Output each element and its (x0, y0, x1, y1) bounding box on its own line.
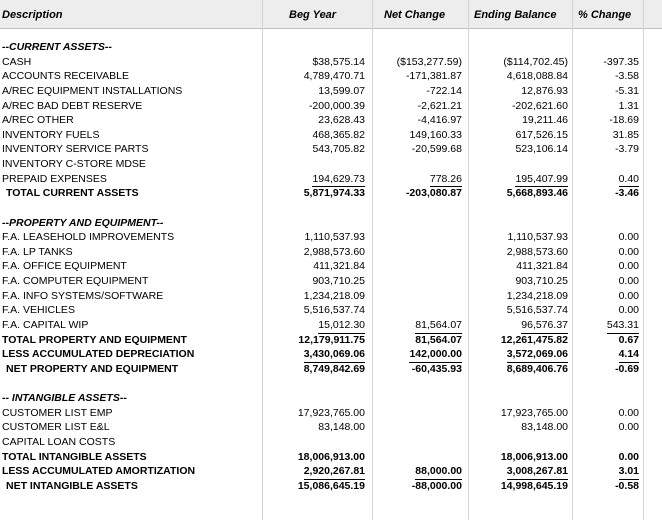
pct-change-cell[interactable]: 543.31 (607, 318, 639, 334)
pct-change-cell[interactable]: -0.58 (615, 479, 639, 492)
beg-year-cell[interactable]: 4,789,470.71 (303, 70, 365, 83)
ending-balance-cell[interactable]: 1,234,218.09 (506, 289, 568, 302)
table-row (0, 420, 662, 435)
beg-year-cell[interactable]: 2,920,267.81 (304, 464, 365, 480)
row-label[interactable]: LESS ACCUMULATED DEPRECIATION (2, 348, 195, 361)
row-label[interactable]: INVENTORY FUELS (2, 128, 100, 141)
table-row (0, 69, 662, 84)
net-change-cell[interactable]: -171,381.87 (405, 70, 462, 83)
pct-change-cell[interactable]: 0.00 (618, 231, 639, 244)
table-row (0, 216, 662, 231)
table-row (0, 113, 662, 128)
beg-year-cell[interactable]: 23,628.43 (318, 114, 365, 127)
ending-balance-cell[interactable]: 12,876.93 (521, 84, 568, 97)
beg-year-cell[interactable]: 194,629.73 (312, 172, 365, 188)
pct-change-cell[interactable]: 0.00 (618, 406, 639, 419)
row-label[interactable]: INVENTORY C-STORE MDSE (2, 158, 146, 171)
ending-balance-cell[interactable]: 83,148.00 (521, 421, 568, 434)
beg-year-cell[interactable]: 468,365.82 (312, 128, 365, 141)
net-change-cell[interactable]: -722.14 (426, 84, 462, 97)
pct-change-cell[interactable]: -0.69 (615, 362, 639, 375)
beg-year-cell[interactable]: 18,006,913.00 (297, 450, 365, 463)
row-label[interactable]: TOTAL INTANGIBLE ASSETS (2, 450, 147, 463)
net-change-cell[interactable]: -4,416.97 (417, 114, 462, 127)
table-row (0, 450, 662, 465)
table-row (0, 289, 662, 304)
pct-change-cell[interactable]: 1.31 (618, 99, 639, 112)
row-label[interactable]: A/REC OTHER (2, 114, 74, 127)
table-row (0, 362, 662, 377)
ending-balance-cell[interactable]: 18,006,913.00 (500, 450, 568, 463)
ending-balance-cell[interactable]: 1,110,537.93 (507, 231, 568, 244)
beg-year-cell[interactable]: 903,710.25 (312, 275, 365, 288)
ending-balance-cell[interactable]: 523,106.14 (515, 143, 568, 156)
table-row (0, 376, 662, 391)
beg-year-cell[interactable]: 3,430,069.06 (304, 347, 365, 363)
pct-change-cell[interactable]: 0.40 (619, 172, 639, 188)
beg-year-cell[interactable]: 543,705.82 (312, 143, 365, 156)
beg-year-cell[interactable]: 15,086,645.19 (297, 479, 365, 492)
beg-year-cell[interactable]: 83,148.00 (318, 421, 365, 434)
table-row (0, 406, 662, 421)
column-header-row (0, 0, 662, 29)
ending-balance-cell[interactable]: -202,621.60 (511, 99, 568, 112)
beg-year-cell[interactable]: 2,988,573.60 (303, 245, 365, 258)
row-label[interactable]: NET PROPERTY AND EQUIPMENT (6, 362, 179, 375)
table-row (0, 172, 662, 187)
table-row (0, 55, 662, 70)
pct-change-cell[interactable]: 0.67 (618, 333, 639, 346)
pct-change-cell[interactable]: 31.85 (612, 128, 639, 141)
ending-balance-cell[interactable]: 5,516,537.74 (506, 304, 568, 317)
row-label[interactable]: CASH (2, 55, 32, 68)
table-row (0, 303, 662, 318)
pct-change-cell[interactable]: 4.14 (619, 347, 639, 363)
ending-balance-cell[interactable]: 411,321.84 (516, 260, 568, 273)
pct-change-cell[interactable]: -397.35 (603, 55, 639, 68)
ending-balance-cell[interactable]: 903,710.25 (515, 275, 568, 288)
header-pct-change[interactable]: % Change (578, 9, 632, 21)
pct-change-cell[interactable]: -5.31 (615, 84, 639, 97)
pct-change-cell[interactable]: 0.00 (618, 450, 639, 463)
net-change-cell[interactable]: 81,564.07 (415, 333, 462, 346)
ending-balance-cell[interactable]: 96,576.37 (521, 318, 568, 334)
ending-balance-cell[interactable]: 195,407.99 (515, 172, 568, 188)
row-label[interactable]: TOTAL PROPERTY AND EQUIPMENT (2, 333, 187, 346)
pct-change-cell[interactable]: 0.00 (618, 304, 639, 317)
beg-year-cell[interactable]: 1,234,218.09 (303, 289, 365, 302)
ending-balance-cell[interactable]: 4,618,088.84 (506, 70, 568, 83)
table-row (0, 464, 662, 479)
row-label[interactable]: F.A. COMPUTER EQUIPMENT (2, 275, 149, 288)
beg-year-cell[interactable]: 15,012.30 (318, 318, 365, 334)
row-label[interactable]: --CURRENT ASSETS-- (2, 41, 112, 53)
table-row (0, 128, 662, 143)
table-row (0, 245, 662, 260)
net-change-cell[interactable]: 81,564.07 (415, 318, 462, 334)
ending-balance-cell[interactable]: 12,261,475.82 (500, 333, 568, 346)
beg-year-cell[interactable]: 17,923,765.00 (297, 406, 365, 419)
pct-change-cell[interactable]: 0.00 (618, 260, 639, 273)
header-net-change[interactable]: Net Change (384, 9, 446, 21)
row-label[interactable]: -- INTANGIBLE ASSETS-- (2, 392, 127, 405)
ending-balance-cell[interactable]: 8,689,406.76 (506, 362, 568, 375)
pct-change-cell[interactable]: -18.69 (609, 114, 639, 127)
beg-year-cell[interactable]: -200,000.39 (308, 99, 365, 112)
beg-year-cell[interactable]: 12,179,911.75 (298, 333, 365, 346)
beg-year-cell[interactable]: 5,516,537.74 (303, 304, 365, 317)
net-change-cell[interactable]: -203,080.87 (405, 187, 462, 200)
table-row (0, 347, 662, 362)
row-label[interactable]: LESS ACCUMULATED AMORTIZATION (2, 465, 196, 478)
net-change-cell[interactable]: -2,621.21 (417, 99, 462, 112)
table-row (0, 157, 662, 172)
table-row (0, 40, 662, 55)
ending-balance-cell[interactable]: 617,526.15 (515, 128, 568, 141)
net-change-cell[interactable]: -88,000.00 (411, 479, 462, 492)
ending-balance-cell[interactable]: 17,923,765.00 (500, 406, 568, 419)
row-label[interactable]: A/REC EQUIPMENT INSTALLATIONS (2, 84, 183, 97)
net-change-cell[interactable]: -20,599.68 (411, 143, 462, 156)
row-label[interactable]: --PROPERTY AND EQUIPMENT-- (2, 216, 164, 229)
row-label[interactable]: F.A. INFO SYSTEMS/SOFTWARE (2, 289, 164, 302)
beg-year-cell[interactable]: 1,110,537.93 (304, 231, 365, 244)
table-row (0, 274, 662, 289)
ending-balance-cell[interactable]: 3,572,069.06 (507, 347, 568, 363)
row-label[interactable]: F.A. OFFICE EQUIPMENT (2, 260, 127, 273)
row-label[interactable]: CAPITAL LOAN COSTS (2, 436, 116, 448)
pct-change-cell[interactable]: 0.00 (618, 289, 639, 302)
row-label[interactable]: NET INTANGIBLE ASSETS (6, 479, 138, 492)
pct-change-cell[interactable]: 0.00 (618, 421, 639, 434)
table-row (0, 333, 662, 348)
net-change-cell[interactable]: -60,435.93 (411, 362, 462, 375)
pct-change-cell[interactable]: 0.00 (618, 275, 639, 288)
net-change-cell[interactable]: ($153,277.59) (396, 55, 462, 68)
table-row (0, 201, 662, 216)
row-label[interactable]: F.A. LP TANKS (2, 245, 73, 258)
row-label[interactable]: INVENTORY SERVICE PARTS (2, 143, 149, 156)
ending-balance-cell[interactable]: ($114,702.45) (503, 55, 568, 68)
pct-change-cell[interactable]: 3.01 (619, 464, 639, 480)
table-row (0, 318, 662, 333)
table-row (0, 186, 662, 201)
beg-year-cell[interactable]: 13,599.07 (318, 84, 365, 97)
row-label[interactable]: A/REC BAD DEBT RESERVE (2, 99, 143, 112)
net-change-cell[interactable]: 149,160.33 (409, 128, 462, 141)
beg-year-cell[interactable]: 5,871,974.33 (303, 187, 365, 200)
header-ending-balance[interactable]: Ending Balance (474, 9, 557, 21)
row-label[interactable]: F.A. LEASEHOLD IMPROVEMENTS (2, 231, 175, 244)
row-label[interactable]: F.A. VEHICLES (2, 304, 75, 317)
ending-balance-cell[interactable]: 5,668,893.46 (506, 187, 568, 200)
table-row (0, 230, 662, 245)
net-change-cell[interactable]: 778.26 (430, 172, 462, 188)
net-change-cell[interactable]: 142,000.00 (409, 347, 462, 363)
ending-balance-cell[interactable]: 19,211.46 (522, 114, 568, 127)
ending-balance-cell[interactable]: 2,988,573.60 (506, 245, 568, 258)
header-beg-year[interactable]: Beg Year (289, 9, 337, 21)
table-row (0, 435, 662, 450)
table-row (0, 259, 662, 274)
row-label[interactable]: CUSTOMER LIST EMP (2, 406, 113, 419)
table-row (0, 479, 662, 494)
table-row (0, 391, 662, 406)
pct-change-cell[interactable]: -3.79 (615, 143, 639, 156)
table-row (0, 142, 662, 157)
row-label[interactable]: F.A. CAPITAL WIP (2, 318, 89, 331)
beg-year-cell[interactable]: $38,575.14 (312, 55, 365, 68)
beg-year-cell[interactable]: 411,321.84 (313, 260, 365, 273)
table-row (0, 84, 662, 99)
pct-change-cell[interactable]: 0.00 (618, 245, 639, 258)
header-description[interactable]: Description (2, 9, 63, 21)
ending-balance-cell[interactable]: 14,998,645.19 (500, 479, 568, 492)
table-row (0, 99, 662, 114)
net-change-cell[interactable]: 88,000.00 (415, 464, 462, 480)
ending-balance-cell[interactable]: 3,008,267.81 (507, 464, 568, 480)
row-label[interactable]: TOTAL CURRENT ASSETS (6, 187, 139, 200)
row-label[interactable]: ACCOUNTS RECEIVABLE (2, 70, 129, 83)
pct-change-cell[interactable]: -3.46 (615, 187, 639, 200)
row-label[interactable]: PREPAID EXPENSES (2, 172, 107, 185)
row-label[interactable]: CUSTOMER LIST E&L (2, 421, 110, 434)
beg-year-cell[interactable]: 8,749,842.69 (303, 362, 365, 375)
pct-change-cell[interactable]: -3.58 (615, 70, 639, 83)
